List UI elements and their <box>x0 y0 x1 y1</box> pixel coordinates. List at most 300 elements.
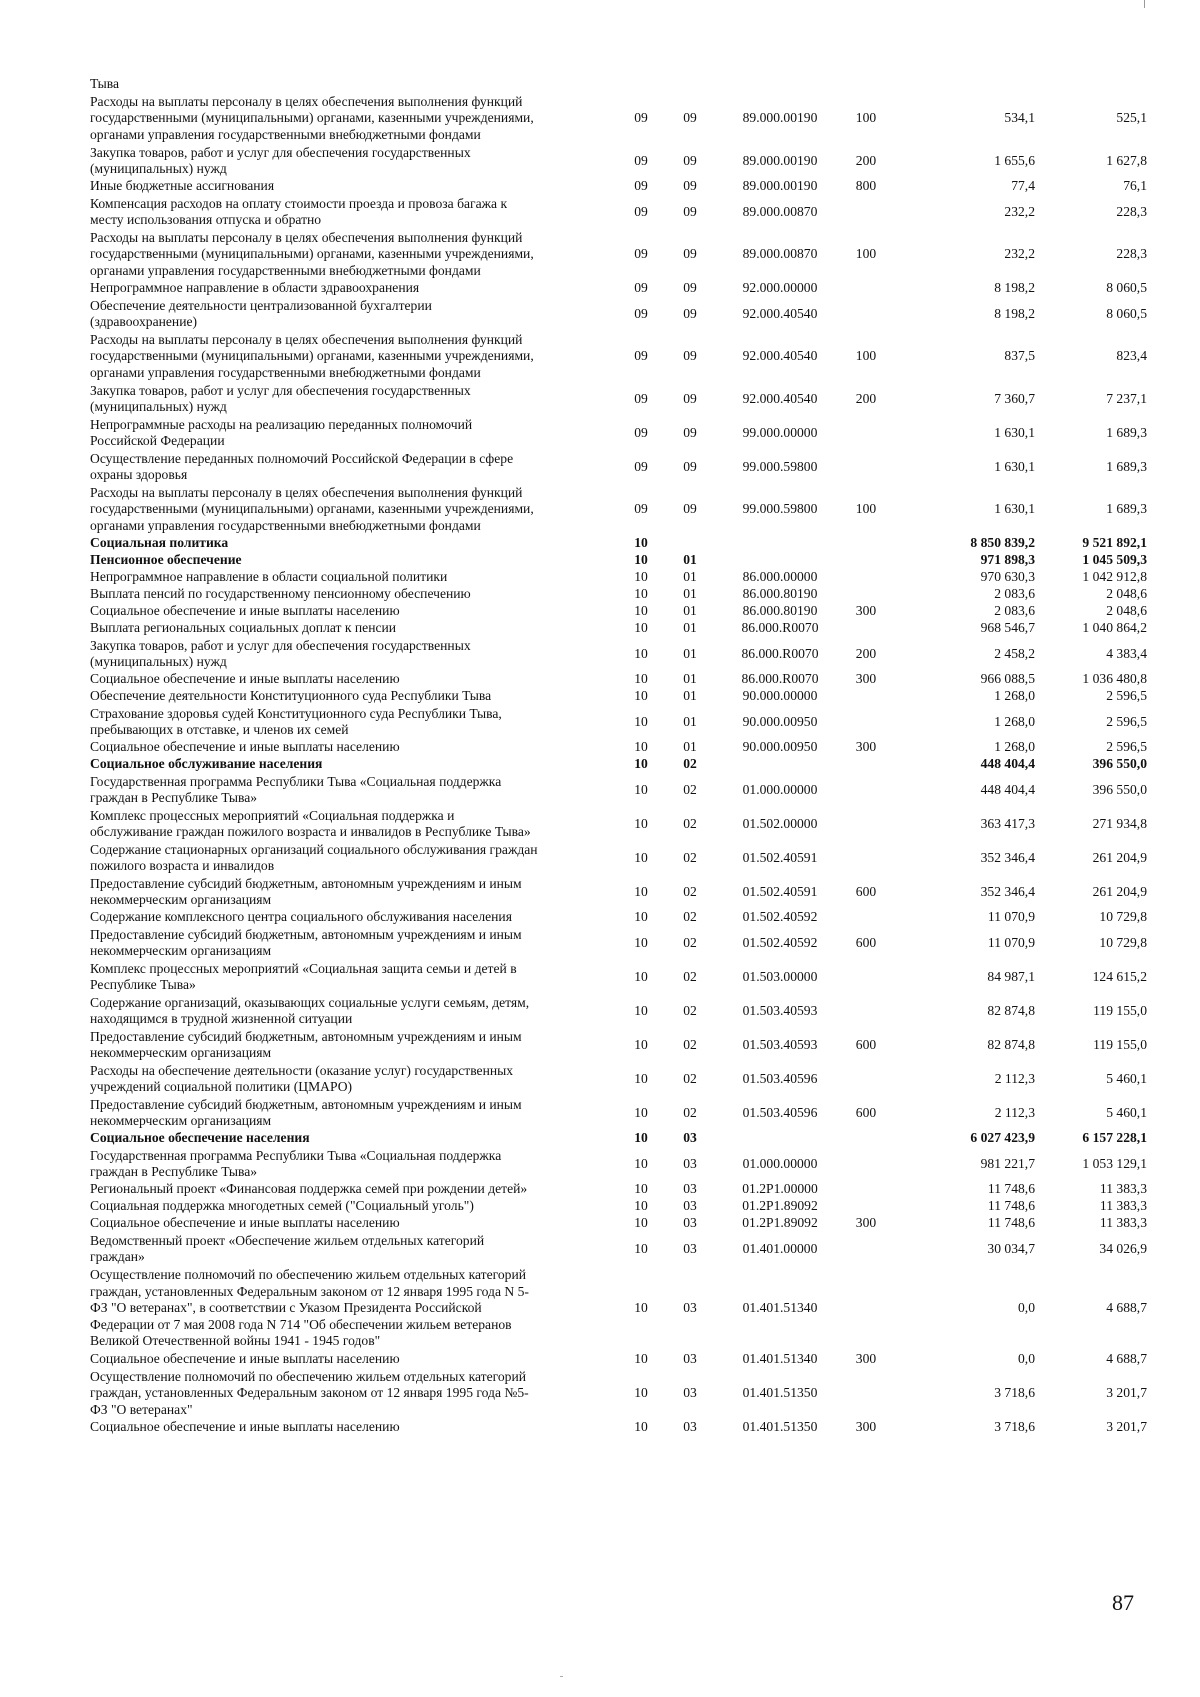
table-row <box>90 178 1150 195</box>
description-line: Непрограммное направление в области здравоохранения <box>90 280 420 296</box>
subsection-code: 02 <box>683 849 697 865</box>
subsection-code: 03 <box>683 1181 697 1197</box>
subsection-code: 02 <box>683 1002 697 1018</box>
amount-year-2: 1 036 480,8 <box>1082 671 1147 687</box>
amount-year-2: 271 934,8 <box>1092 815 1147 831</box>
subsection-code: 03 <box>683 1198 697 1214</box>
description-line: Непрограммные расходы на реализацию переданных полномочий <box>90 416 473 432</box>
description-line: государственными (муниципальными) органами, казенными учреждениями, <box>90 348 534 364</box>
section-code: 10 <box>634 1351 648 1367</box>
section-code: 10 <box>634 1070 648 1086</box>
table-row <box>90 909 1150 926</box>
subsection-code: 09 <box>683 246 697 262</box>
description-line: Выплата пенсий по государственному пенсионному обеспечению <box>90 586 471 602</box>
table-row <box>90 1028 1150 1062</box>
table-row <box>90 807 1150 841</box>
description-line: Государственная программа Республики Тыва «Социальная поддержка <box>90 773 502 789</box>
subsection-code: 09 <box>683 110 697 126</box>
row-description <box>90 620 620 637</box>
table-row <box>90 195 1150 229</box>
row-description <box>90 927 620 960</box>
row-description <box>90 1029 620 1062</box>
section-code: 10 <box>634 739 648 755</box>
row-description <box>90 774 620 807</box>
row-description <box>90 196 620 229</box>
amount-year-1: 8 850 839,2 <box>970 535 1035 551</box>
amount-year-2: 5 460,1 <box>1106 1070 1147 1086</box>
subsection-code: 09 <box>683 178 697 194</box>
amount-year-2: 34 026,9 <box>1099 1240 1147 1256</box>
amount-year-2: 1 042 912,8 <box>1082 569 1147 585</box>
description-line: Расходы на выплаты персоналу в целях обеспечения выполнения функций <box>90 331 523 347</box>
table-row <box>90 1368 1150 1419</box>
description-line: Великой Отечественной войны 1941 - 1945 годов" <box>90 1333 381 1349</box>
table-row <box>90 586 1150 603</box>
amount-year-1: 352 346,4 <box>980 883 1035 899</box>
subsection-code: 09 <box>683 348 697 364</box>
expense-type-code: 600 <box>855 934 877 950</box>
table-row <box>90 1096 1150 1130</box>
table-row <box>90 994 1150 1028</box>
description-line: государственными (муниципальными) органами, казенными учреждениями, <box>90 110 534 126</box>
amount-year-2: 3 201,7 <box>1106 1385 1147 1401</box>
expense-type-code: 300 <box>855 1215 877 1231</box>
description-line: Социальное обеспечение и иные выплаты населению <box>90 1351 400 1367</box>
amount-year-1: 2 112,3 <box>994 1104 1035 1120</box>
target-article-code: 01.401.51340 <box>742 1300 818 1316</box>
scan-dot <box>560 1676 563 1677</box>
amount-year-1: 3 718,6 <box>994 1385 1035 1401</box>
description-line: органами управления государственными внебюджетными фондами <box>90 262 481 278</box>
description-line: граждан, установленных Федеральным законом от 12 января 1995 года №5- <box>90 1385 529 1401</box>
table-row <box>90 1351 1150 1368</box>
description-line: Расходы на выплаты персоналу в целях обеспечения выполнения функций <box>90 484 523 500</box>
row-description <box>90 535 620 552</box>
description-line: Комплекс процессных мероприятий «Социальная защита семьи и детей в <box>90 960 517 976</box>
row-description <box>90 756 620 773</box>
section-code: 10 <box>634 1181 648 1197</box>
row-description <box>90 1130 620 1147</box>
table-row <box>90 569 1150 586</box>
amount-year-2: 3 201,7 <box>1106 1419 1147 1435</box>
amount-year-1: 0,0 <box>1018 1351 1035 1367</box>
subsection-code: 02 <box>683 815 697 831</box>
description-line: Содержание организаций, оказывающих социальные услуги семьям, детям, <box>90 994 530 1010</box>
description-line: Закупка товаров, работ и услуг для обеспечения государственных <box>90 144 471 160</box>
table-row <box>90 960 1150 994</box>
table-row <box>90 144 1150 178</box>
amount-year-1: 11 748,6 <box>987 1198 1035 1214</box>
amount-year-1: 966 088,5 <box>980 671 1035 687</box>
section-code: 10 <box>634 1130 648 1146</box>
amount-year-1: 8 198,2 <box>994 305 1035 321</box>
section-code: 10 <box>634 535 648 551</box>
target-article-code: 86.000.R0070 <box>741 620 819 636</box>
table-row <box>90 1266 1150 1351</box>
section-code: 10 <box>634 883 648 899</box>
section-code: 10 <box>634 1215 648 1231</box>
section-code: 09 <box>634 246 648 262</box>
amount-year-1: 11 070,9 <box>987 934 1035 950</box>
description-line: Обеспечение деятельности централизованной бухгалтерии <box>90 297 432 313</box>
description-line: Пенсионное обеспечение <box>90 552 242 568</box>
section-code: 10 <box>634 552 648 568</box>
subsection-code: 02 <box>683 1104 697 1120</box>
table-row <box>90 671 1150 688</box>
amount-year-2: 76,1 <box>1123 178 1147 194</box>
amount-year-1: 30 034,7 <box>987 1240 1035 1256</box>
section-code: 10 <box>634 968 648 984</box>
table-row <box>90 841 1150 875</box>
section-code: 10 <box>634 645 648 661</box>
description-line: граждан» <box>90 1249 145 1264</box>
table-row <box>90 93 1150 144</box>
amount-year-1: 7 360,7 <box>994 390 1035 406</box>
section-code: 09 <box>634 203 648 219</box>
section-code: 09 <box>634 305 648 321</box>
row-description <box>90 298 620 331</box>
amount-year-1: 11 748,6 <box>987 1215 1035 1231</box>
description-line: ФЗ "О ветеранах" <box>90 1401 193 1417</box>
subsection-code: 09 <box>683 280 697 296</box>
section-code: 10 <box>634 756 648 772</box>
row-description <box>90 178 620 195</box>
target-article-code: 01.401.51350 <box>742 1385 818 1401</box>
subsection-code: 02 <box>683 756 697 772</box>
target-article-code: 01.502.40592 <box>742 934 818 950</box>
amount-year-1: 2 112,3 <box>994 1070 1035 1086</box>
section-code: 10 <box>634 1002 648 1018</box>
row-description <box>90 230 620 280</box>
description-line: Страхование здоровья судей Конституционного суда Республики Тыва, <box>90 705 502 721</box>
expense-type-code: 300 <box>855 1419 877 1435</box>
section-code: 10 <box>634 569 648 585</box>
target-article-code: 92.000.00000 <box>742 280 818 296</box>
amount-year-2: 11 383,3 <box>1099 1198 1147 1214</box>
description-line: Содержание комплексного центра социального обслуживания населения <box>90 909 512 925</box>
amount-year-2: 261 204,9 <box>1092 849 1147 865</box>
section-code: 09 <box>634 178 648 194</box>
section-code: 09 <box>634 110 648 126</box>
target-article-code: 99.000.59800 <box>742 458 818 474</box>
row-description <box>90 909 620 926</box>
description-line: некоммерческим организациям <box>90 943 272 958</box>
subsection-code: 01 <box>683 713 697 729</box>
description-line: пожилого возраста и инвалидов <box>90 858 275 873</box>
row-description <box>90 586 620 603</box>
section-code: 09 <box>634 152 648 168</box>
description-line: (здравоохранение) <box>90 314 198 329</box>
amount-year-2: 1 045 509,3 <box>1082 552 1147 568</box>
amount-year-1: 971 898,3 <box>980 552 1035 568</box>
target-article-code: 01.000.00000 <box>742 1155 818 1171</box>
subsection-code: 03 <box>683 1351 697 1367</box>
row-description <box>90 552 620 569</box>
expense-type-code: 300 <box>855 739 877 755</box>
description-line: Социальная поддержка многодетных семей ("Социальный уголь") <box>90 1198 474 1214</box>
expense-type-code: 300 <box>855 1351 877 1367</box>
description-line: Расходы на выплаты персоналу в целях обеспечения выполнения функций <box>90 93 523 109</box>
target-article-code: 99.000.59800 <box>742 501 818 517</box>
table-row <box>90 76 1150 93</box>
amount-year-1: 363 417,3 <box>980 815 1035 831</box>
target-article-code: 90.000.00950 <box>742 713 818 729</box>
description-line: Региональный проект «Финансовая поддержка семей при рождении детей» <box>90 1181 528 1197</box>
description-line: Осуществление полномочий по обеспечению жильем отдельных категорий <box>90 1368 527 1384</box>
amount-year-2: 2 596,5 <box>1106 739 1147 755</box>
subsection-code: 02 <box>683 909 697 925</box>
amount-year-1: 1 655,6 <box>994 152 1035 168</box>
table-row <box>90 705 1150 739</box>
table-row <box>90 1147 1150 1181</box>
description-line: Выплата региональных социальных доплат к пенсии <box>90 620 397 636</box>
target-article-code: 86.000.R0070 <box>741 645 819 661</box>
expense-type-code: 100 <box>855 110 877 126</box>
amount-year-2: 9 521 892,1 <box>1082 535 1147 551</box>
subsection-code: 03 <box>683 1130 697 1146</box>
expense-type-code: 600 <box>855 1104 877 1120</box>
row-description <box>90 706 620 739</box>
amount-year-1: 1 268,0 <box>994 739 1035 755</box>
description-line: Российской Федерации <box>90 433 225 448</box>
target-article-code: 86.000.00000 <box>742 569 818 585</box>
row-description <box>90 739 620 756</box>
subsection-code: 02 <box>683 1070 697 1086</box>
section-code: 10 <box>634 934 648 950</box>
description-line: Расходы на обеспечение деятельности (оказание услуг) государственных <box>90 1062 514 1078</box>
target-article-code: 01.2P1.00000 <box>742 1181 818 1197</box>
row-description <box>90 876 620 909</box>
target-article-code: 86.000.80190 <box>742 586 818 602</box>
row-description <box>90 1097 620 1130</box>
expense-type-code: 300 <box>855 671 877 687</box>
section-code: 09 <box>634 280 648 296</box>
expense-type-code: 100 <box>855 246 877 262</box>
row-description <box>90 1233 620 1266</box>
amount-year-2: 8 060,5 <box>1106 280 1147 296</box>
target-article-code: 92.000.40540 <box>742 390 818 406</box>
amount-year-2: 1 689,3 <box>1106 458 1147 474</box>
description-line: Непрограммное направление в области социальной политики <box>90 569 448 585</box>
budget-table <box>90 76 1150 1436</box>
amount-year-1: 11 748,6 <box>987 1181 1035 1197</box>
description-line: Социальное обеспечение и иные выплаты населению <box>90 671 400 687</box>
amount-year-2: 228,3 <box>1116 246 1147 262</box>
table-row <box>90 603 1150 620</box>
target-article-code: 01.2P1.89092 <box>742 1215 818 1231</box>
subsection-code: 09 <box>683 390 697 406</box>
table-row <box>90 637 1150 671</box>
row-description <box>90 1148 620 1181</box>
row-description <box>90 1351 620 1368</box>
table-row <box>90 1062 1150 1096</box>
page-number: 87 <box>1112 1590 1134 1615</box>
target-article-code: 89.000.00190 <box>742 152 818 168</box>
scan-mark <box>1144 0 1145 8</box>
subsection-code: 03 <box>683 1300 697 1316</box>
amount-year-2: 228,3 <box>1116 203 1147 219</box>
subsection-code: 02 <box>683 968 697 984</box>
section-code: 09 <box>634 390 648 406</box>
description-line: охраны здоровья <box>90 467 188 482</box>
description-line: граждан в Республике Тыва» <box>90 790 258 805</box>
description-line: ФЗ "О ветеранах", в соответствии с Указом Президента Российской <box>90 1300 482 1316</box>
target-article-code: 90.000.00000 <box>742 688 818 704</box>
amount-year-1: 970 630,3 <box>980 569 1035 585</box>
section-code: 10 <box>634 781 648 797</box>
amount-year-2: 1 627,8 <box>1106 152 1147 168</box>
row-description <box>90 603 620 620</box>
row-description <box>90 842 620 875</box>
expense-type-code: 600 <box>855 1036 877 1052</box>
target-article-code: 89.000.00870 <box>742 203 818 219</box>
subsection-code: 02 <box>683 883 697 899</box>
section-code: 10 <box>634 1155 648 1171</box>
target-article-code: 01.502.40591 <box>742 849 818 865</box>
target-article-code: 01.401.51340 <box>742 1351 818 1367</box>
subsection-code: 03 <box>683 1419 697 1435</box>
description-line: некоммерческим организациям <box>90 1113 272 1128</box>
subsection-code: 09 <box>683 458 697 474</box>
amount-year-2: 2 048,6 <box>1106 586 1147 602</box>
amount-year-2: 11 383,3 <box>1099 1181 1147 1197</box>
amount-year-2: 1 689,3 <box>1106 424 1147 440</box>
table-row <box>90 552 1150 569</box>
amount-year-1: 2 458,2 <box>994 645 1035 661</box>
description-line: Социальное обеспечение и иные выплаты населению <box>90 1419 400 1435</box>
row-description <box>90 76 620 93</box>
amount-year-1: 1 268,0 <box>994 713 1035 729</box>
section-code: 10 <box>634 1419 648 1435</box>
section-code: 10 <box>634 1198 648 1214</box>
amount-year-2: 119 155,0 <box>1093 1036 1147 1052</box>
section-code: 10 <box>634 1036 648 1052</box>
description-line: Предоставление субсидий бюджетным, автономным учреждениям и иным <box>90 1096 522 1112</box>
amount-year-2: 5 460,1 <box>1106 1104 1147 1120</box>
description-line: Осуществление полномочий по обеспечению жильем отдельных категорий <box>90 1267 527 1283</box>
subsection-code: 01 <box>683 620 697 636</box>
section-code: 10 <box>634 688 648 704</box>
description-line: Обеспечение деятельности Конституционного суда Республики Тыва <box>90 688 492 704</box>
row-description <box>90 1063 620 1096</box>
section-code: 10 <box>634 603 648 619</box>
amount-year-2: 396 550,0 <box>1092 781 1147 797</box>
subsection-code: 09 <box>683 152 697 168</box>
amount-year-1: 534,1 <box>1004 110 1035 126</box>
target-article-code: 01.502.40591 <box>742 883 818 899</box>
table-row <box>90 297 1150 331</box>
amount-year-1: 232,2 <box>1004 246 1035 262</box>
target-article-code: 01.503.40596 <box>742 1104 818 1120</box>
description-line: (муниципальных) нужд <box>90 399 227 414</box>
amount-year-1: 448 404,4 <box>980 756 1035 772</box>
expense-type-code: 200 <box>855 645 877 661</box>
subsection-code: 01 <box>683 586 697 602</box>
target-article-code: 01.503.40593 <box>742 1036 818 1052</box>
description-line: Комплекс процессных мероприятий «Социальная поддержка и <box>90 807 455 823</box>
target-article-code: 89.000.00190 <box>742 178 818 194</box>
target-article-code: 89.000.00870 <box>742 246 818 262</box>
description-line: некоммерческим организациям <box>90 1045 272 1060</box>
description-line: Социальное обеспечение и иные выплаты населению <box>90 603 400 619</box>
subsection-code: 02 <box>683 1036 697 1052</box>
target-article-code: 86.000.80190 <box>742 603 818 619</box>
amount-year-2: 396 550,0 <box>1092 756 1147 772</box>
description-line: Федерации от 7 мая 2008 года N 714 "Об обеспечении жильем ветеранов <box>90 1316 512 1332</box>
amount-year-2: 1 689,3 <box>1106 501 1147 517</box>
row-description <box>90 671 620 688</box>
subsection-code: 02 <box>683 934 697 950</box>
section-code: 10 <box>634 849 648 865</box>
table-row <box>90 926 1150 960</box>
amount-year-1: 1 630,1 <box>994 501 1035 517</box>
target-article-code: 01.2P1.89092 <box>742 1198 818 1214</box>
amount-year-1: 8 198,2 <box>994 280 1035 296</box>
description-line: Социальная политика <box>90 535 229 551</box>
target-article-code: 01.503.00000 <box>742 968 818 984</box>
section-code: 09 <box>634 458 648 474</box>
row-description <box>90 485 620 535</box>
section-code: 10 <box>634 1104 648 1120</box>
expense-type-code: 600 <box>855 883 877 899</box>
amount-year-2: 525,1 <box>1116 110 1147 126</box>
section-code: 10 <box>634 1240 648 1256</box>
amount-year-1: 11 070,9 <box>987 909 1035 925</box>
amount-year-2: 2 596,5 <box>1106 688 1147 704</box>
target-article-code: 01.503.40593 <box>742 1002 818 1018</box>
description-line: Ведомственный проект «Обеспечение жильем отдельных категорий <box>90 1232 485 1248</box>
description-line: Компенсация расходов на оплату стоимости проезда и провоза багажа к <box>90 195 508 211</box>
row-description <box>90 280 620 297</box>
subsection-code: 09 <box>683 424 697 440</box>
description-line: находящимся в трудной жизненной ситуации <box>90 1011 353 1026</box>
expense-type-code: 200 <box>855 152 877 168</box>
table-row <box>90 450 1150 484</box>
amount-year-1: 2 083,6 <box>994 586 1035 602</box>
amount-year-1: 1 630,1 <box>994 458 1035 474</box>
row-description <box>90 94 620 144</box>
description-line: месту использования отпуска и обратно <box>90 212 322 227</box>
description-line: Закупка товаров, работ и услуг для обеспечения государственных <box>90 637 471 653</box>
description-line: граждан, установленных Федеральным законом от 12 января 1995 года N 5- <box>90 1283 529 1299</box>
row-description <box>90 451 620 484</box>
section-code: 10 <box>634 586 648 602</box>
row-description <box>90 383 620 416</box>
amount-year-1: 837,5 <box>1004 348 1035 364</box>
subsection-code: 03 <box>683 1385 697 1401</box>
section-code: 09 <box>634 348 648 364</box>
table-row <box>90 331 1150 382</box>
target-article-code: 89.000.00190 <box>742 110 818 126</box>
section-code: 10 <box>634 1300 648 1316</box>
amount-year-2: 4 688,7 <box>1106 1300 1147 1316</box>
subsection-code: 01 <box>683 645 697 661</box>
table-row <box>90 382 1150 416</box>
amount-year-1: 968 546,7 <box>980 620 1035 636</box>
target-article-code: 01.503.40596 <box>742 1070 818 1086</box>
description-line: учреждений социальной политики (ЦМАРО) <box>90 1079 353 1094</box>
section-code: 09 <box>634 501 648 517</box>
table-row <box>90 875 1150 909</box>
amount-year-2: 10 729,8 <box>1099 934 1147 950</box>
section-code: 10 <box>634 815 648 831</box>
table-row <box>90 1198 1150 1215</box>
section-code: 09 <box>634 424 648 440</box>
table-row <box>90 280 1150 297</box>
subsection-code: 02 <box>683 781 697 797</box>
expense-type-code: 100 <box>855 501 877 517</box>
description-line: Социальное обслуживание населения <box>90 756 323 772</box>
